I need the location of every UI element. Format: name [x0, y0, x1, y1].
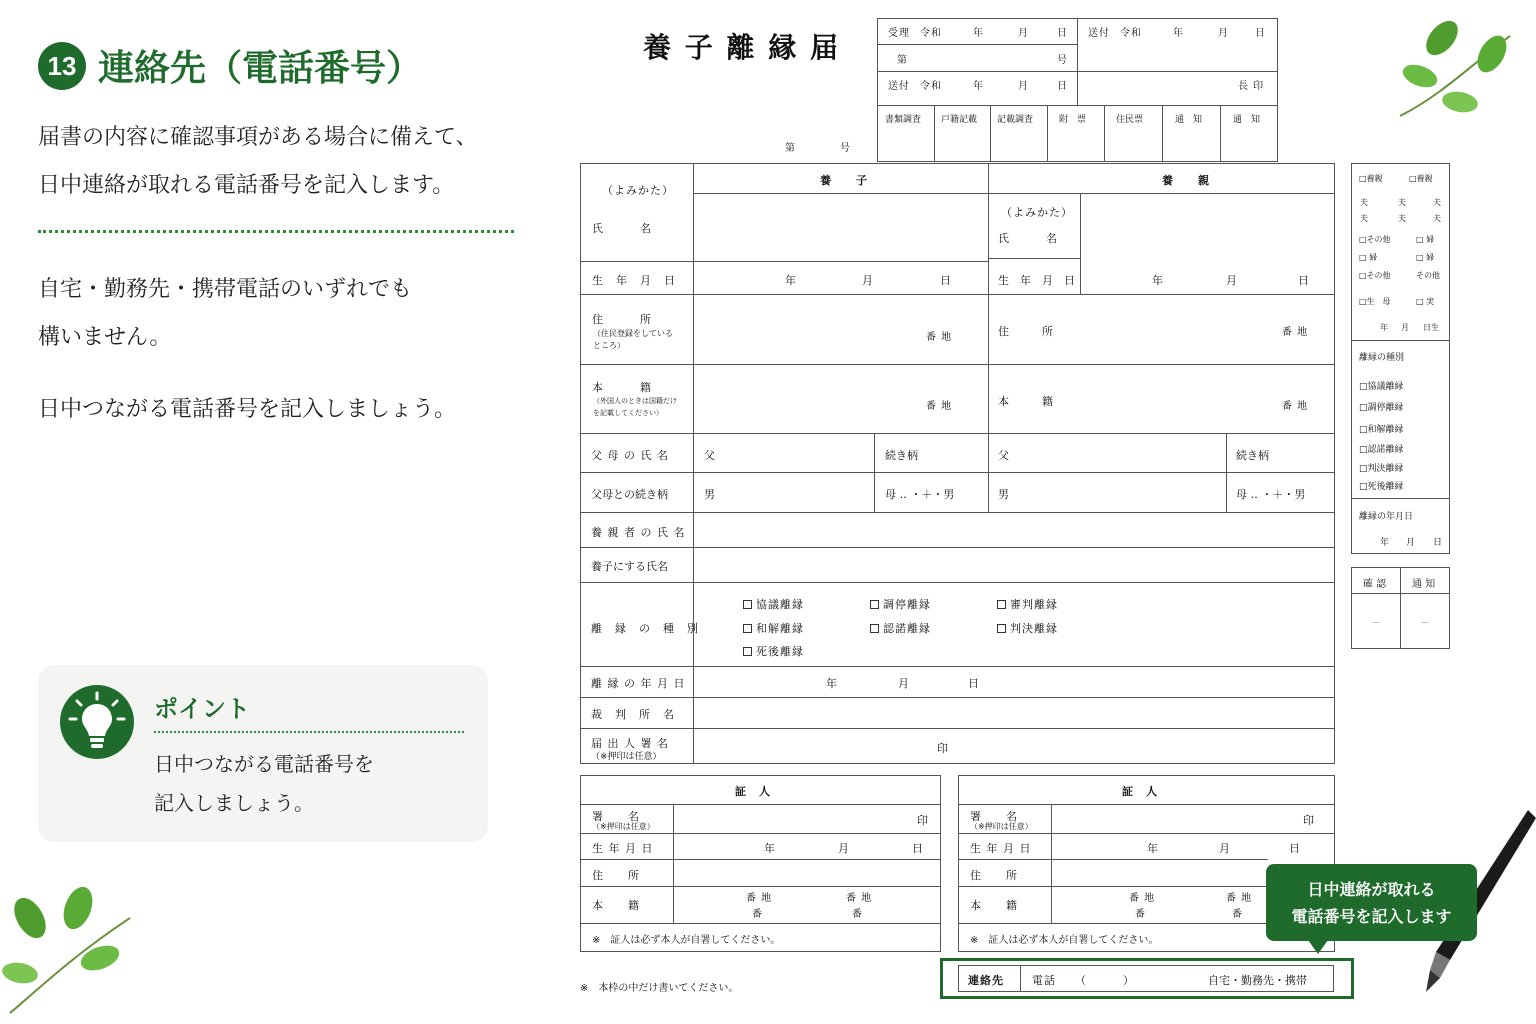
sent-year: 年	[1173, 28, 1184, 39]
description-line: 届書の内容に確認事項がある場合に備えて、	[38, 125, 478, 150]
leaf-branch-icon	[1380, 6, 1520, 126]
confirm-label: 確 認	[1363, 579, 1387, 590]
relation-label: 父母との続き柄	[591, 488, 668, 501]
contact-label: 連絡先	[968, 974, 1004, 987]
birth-month-parent: 月	[1226, 274, 1238, 287]
witness-header: 証 人	[1122, 785, 1158, 798]
type-checkbox[interactable]: 死後離縁	[743, 643, 804, 659]
signature-label: 署 名	[592, 810, 640, 823]
description-line: 日中連絡が取れる電話番号を記入します。	[38, 173, 455, 198]
male-label: 男	[704, 488, 716, 501]
point-line: 記入しましょう。	[154, 791, 314, 815]
father-label-parent: 父	[998, 449, 1010, 462]
yomikata-label: （よみかた）	[602, 184, 674, 197]
w-banchi: 番 地	[1129, 893, 1156, 904]
male-label-parent: 男	[998, 488, 1010, 501]
signer-note: （※押印は任意）	[591, 752, 662, 762]
recv-reiwa-2: 令和	[920, 81, 942, 92]
lightbulb-icon	[60, 685, 134, 759]
description	[38, 114, 478, 210]
name-label-parent: 氏 名	[998, 232, 1058, 245]
body-line: 構いません。	[38, 325, 172, 350]
col-child: 養 子	[820, 174, 868, 187]
adoptee-name-label: 養子にする氏名	[591, 560, 668, 573]
sent-reiwa: 令和	[1120, 28, 1142, 39]
body-text-2: 日中つながる電話番号を記入しましょう。	[38, 397, 457, 422]
parents-label: 父 母 の 氏 名	[591, 449, 669, 462]
type-checkbox[interactable]: 和解離縁	[743, 620, 804, 636]
callout-bubble	[1266, 864, 1477, 941]
contact-options: 自宅・勤務先・携帯	[1208, 974, 1307, 987]
side-text: 年	[1380, 323, 1388, 332]
zokugara-label-parent: 続き柄	[1236, 449, 1269, 462]
side-text: 夫	[1360, 198, 1368, 207]
address-label-parent: 住 所	[998, 325, 1053, 338]
confirm-dash: －	[1371, 618, 1381, 629]
side-text: □養親	[1359, 174, 1383, 183]
witness-note: ※ 証人は必ず本人が自署してください。	[592, 935, 781, 946]
honseki-note: を記載してください）	[593, 409, 663, 417]
signature-label: 署 名	[970, 810, 1018, 823]
signer-label: 届 出 人 署 名	[591, 737, 669, 750]
callout-line: 日中連絡が取れる	[1307, 880, 1436, 899]
side-type: □認諾離縁	[1359, 445, 1404, 455]
tel-paren: （ ）	[1075, 974, 1135, 987]
birth-day-parent: 日	[1298, 274, 1310, 287]
witness-table-left	[580, 775, 941, 952]
sig-note: （※押印は任意）	[970, 822, 1033, 831]
birth-label: 生 年 月 日	[592, 274, 676, 287]
w-addr-label: 住 所	[592, 869, 640, 882]
recv-day: 日	[1057, 28, 1068, 39]
leaf-branch-icon	[0, 878, 150, 1018]
type-checkbox[interactable]: 協議離縁	[743, 596, 804, 612]
birth-year: 年	[785, 274, 797, 287]
seal-label: 印	[1303, 814, 1315, 827]
side-text: 夫	[1433, 214, 1441, 223]
page-title: 連絡先（電話番号）	[98, 48, 423, 89]
birth-label-parent: 生 年 月 日	[998, 274, 1075, 287]
banchi: 番 地	[926, 332, 953, 343]
honseki-label: 本 籍	[592, 381, 652, 394]
recv-day-2: 日	[1057, 81, 1068, 92]
body-text-1	[38, 266, 412, 362]
w-year: 年	[764, 842, 776, 855]
sent-label: 送付	[1088, 28, 1110, 39]
side-type: □調停離縁	[1359, 403, 1404, 413]
w-ban: 番	[1135, 909, 1146, 920]
point-divider	[154, 731, 464, 733]
w-year: 年	[1147, 842, 1159, 855]
w-birth-label: 生 年 月 日	[592, 842, 654, 855]
w-honseki-label: 本 籍	[970, 899, 1018, 912]
side-date-title: 離縁の年月日	[1359, 512, 1414, 522]
w-banchi: 番 地	[1226, 893, 1253, 904]
recv-reiwa: 令和	[920, 28, 942, 39]
address-note: ところ）	[593, 341, 625, 350]
side-type-title: 離縁の種別	[1359, 353, 1405, 363]
recv-month-2: 月	[1018, 81, 1029, 92]
side-type: □和解離縁	[1359, 425, 1404, 435]
recv-year: 年	[973, 28, 984, 39]
birth-year-parent: 年	[1152, 274, 1164, 287]
footer-note: ※ 本枠の中だけ書いてください。	[580, 983, 739, 994]
w-day: 日	[1289, 842, 1301, 855]
step-number-badge: 13	[38, 42, 86, 90]
stamp-col: 通 知	[1233, 115, 1261, 125]
recv-month: 月	[1018, 28, 1029, 39]
side-date: 月	[1406, 538, 1416, 548]
type-checkbox[interactable]: 調停離縁	[870, 596, 931, 612]
divorce-day: 日	[968, 677, 980, 690]
banchi: 番 地	[926, 401, 953, 412]
adoptive-name-label: 養 親 者 の 氏 名	[591, 526, 686, 539]
tel-label: 電話	[1032, 974, 1056, 987]
address-note: （住民登録をしている	[593, 329, 673, 338]
side-text: □ 実	[1416, 297, 1435, 306]
divorce-year: 年	[826, 677, 838, 690]
zokugara-label: 続き柄	[885, 449, 918, 462]
seal-label: 印	[917, 814, 929, 827]
side-type: □死後離縁	[1359, 482, 1404, 492]
divorce-month: 月	[898, 677, 910, 690]
court-label: 裁 判 所 名	[591, 708, 675, 721]
address-label: 住 所	[592, 313, 652, 326]
side-text: □ 婦	[1416, 253, 1435, 262]
w-ban: 番	[852, 909, 863, 920]
side-text: □養親	[1409, 174, 1433, 183]
birth-month: 月	[862, 274, 874, 287]
side-text: □生 母	[1359, 297, 1391, 306]
side-text: 夫	[1433, 198, 1441, 207]
divorce-date-label: 離 縁 の 年 月 日	[591, 677, 686, 690]
seal-label: 印	[937, 742, 949, 755]
side-text: 月	[1401, 323, 1409, 332]
point-title: ポイント	[154, 695, 250, 723]
side-text: 夫	[1398, 198, 1406, 207]
banchi-parent: 番 地	[1282, 401, 1309, 412]
witness-header: 証 人	[735, 785, 771, 798]
recv-go: 号	[1057, 55, 1068, 66]
banchi-parent: 番 地	[1282, 327, 1309, 338]
point-text	[154, 745, 374, 823]
w-banchi: 番 地	[746, 893, 773, 904]
w-month: 月	[838, 842, 850, 855]
side-text: その他	[1416, 271, 1440, 280]
notify-dash: －	[1420, 618, 1430, 629]
side-text: 日生	[1423, 323, 1439, 332]
side-text: 夫	[1360, 214, 1368, 223]
sig-note: （※押印は任意）	[592, 822, 655, 831]
form-title: 養 子 離 縁 届	[643, 31, 840, 64]
callout-pointer	[1308, 940, 1328, 954]
side-text: 夫	[1398, 214, 1406, 223]
side-date: 日	[1433, 538, 1443, 548]
mother-rel: 母 ‥ ・＋・男	[885, 488, 955, 501]
stamp-col: 書類調査	[885, 115, 922, 125]
w-addr-label: 住 所	[970, 869, 1018, 882]
sent-month: 月	[1218, 28, 1229, 39]
chief-seal: 長 印	[1238, 81, 1265, 92]
stamp-col: 通 知	[1175, 115, 1203, 125]
point-box	[38, 665, 488, 842]
recv-dai: 第	[897, 55, 908, 66]
recv-label-2: 送付	[888, 81, 910, 92]
type-checkbox[interactable]: 認諾離縁	[870, 620, 931, 636]
notify-label: 通 知	[1412, 579, 1436, 590]
side-date: 年	[1380, 538, 1390, 548]
w-month: 月	[1219, 842, 1231, 855]
sent-day: 日	[1255, 28, 1266, 39]
body-line: 自宅・勤務先・携帯電話のいずれでも	[38, 277, 413, 302]
side-type: □判決離縁	[1359, 464, 1404, 474]
divorce-type-label: 離 縁 の 種 別	[591, 622, 699, 635]
birth-day: 日	[940, 274, 952, 287]
w-banchi: 番 地	[846, 893, 873, 904]
witness-note: ※ 証人は必ず本人が自署してください。	[970, 935, 1159, 946]
point-line: 日中つながる電話番号を	[154, 752, 374, 776]
stamp-col: 附 票	[1059, 115, 1087, 125]
side-type: □協議離縁	[1359, 382, 1404, 392]
honseki-label-parent: 本 籍	[998, 395, 1053, 408]
go-label: 号	[840, 143, 851, 154]
yomikata-label-parent: （よみかた）	[1001, 206, 1073, 219]
mother-rel-parent: 母 ‥ ・＋・男	[1236, 488, 1306, 501]
side-text: □ 婦	[1416, 235, 1435, 244]
type-checkbox[interactable]: 審判離縁	[997, 596, 1058, 612]
honseki-note: （外国人のときは国籍だけ	[593, 397, 677, 405]
w-ban: 番	[752, 909, 763, 920]
type-checkbox[interactable]: 判決離縁	[997, 620, 1058, 636]
father-label: 父	[704, 449, 716, 462]
recv-label: 受理	[888, 28, 910, 39]
col-parent: 養 親	[1162, 174, 1210, 187]
w-birth-label: 生 年 月 日	[970, 842, 1032, 855]
w-honseki-label: 本 籍	[592, 899, 640, 912]
recv-year-2: 年	[973, 81, 984, 92]
side-text: □その他	[1359, 235, 1391, 244]
side-text: □その他	[1359, 271, 1391, 280]
stamp-col: 記載調査	[997, 115, 1034, 125]
w-ban: 番	[1232, 909, 1243, 920]
callout-line: 電話番号を記入します	[1291, 907, 1452, 926]
dotted-divider	[38, 230, 514, 233]
w-day: 日	[912, 842, 924, 855]
side-text: □ 婦	[1359, 253, 1378, 262]
dai-label: 第	[785, 143, 796, 154]
stamp-col: 住民票	[1116, 115, 1144, 125]
stamp-col: 戸籍記載	[941, 115, 978, 125]
name-label: 氏 名	[592, 222, 652, 235]
